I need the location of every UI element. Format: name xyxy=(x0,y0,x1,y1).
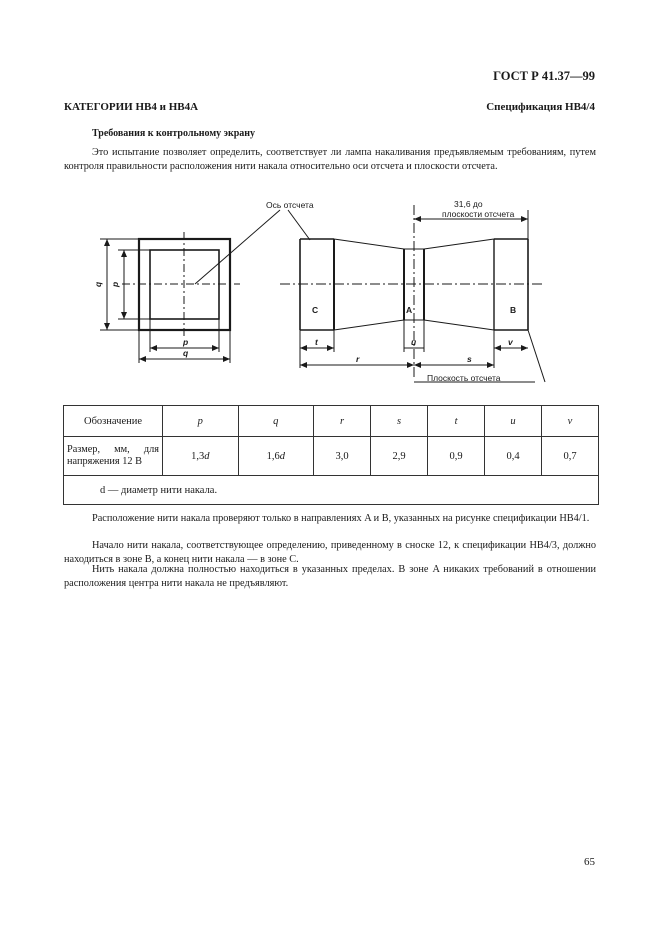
reference-plane-label: Плоскость отсчета xyxy=(427,373,501,383)
reference-axis-label: Ось отсчета xyxy=(266,200,314,210)
dim-p-side: p xyxy=(110,281,120,287)
intro-paragraph: Это испытание позволяет определить, соответствует ли лампа накаливания предъявляемым требованиям, путем контроля правильности расположения нити накала относительно оси отсчета и плоскости отсчета. xyxy=(64,147,596,172)
section-title: Требования к контрольному экрану xyxy=(92,128,256,139)
designation-header: Обозначение xyxy=(64,406,163,437)
value-r: 3,0 xyxy=(314,437,371,476)
table-header-row xyxy=(64,406,599,437)
dim-v-label: v xyxy=(508,337,513,347)
col-p: p xyxy=(163,406,239,437)
zone-b-label: B xyxy=(510,305,517,315)
dim-u-label: u xyxy=(411,337,417,347)
paragraph-filament-limits: Нить накала должна полностью находиться в указанных пределах. В зоне A никаких требований в отношении расположения центра нити накала не предъявляют. xyxy=(64,564,596,589)
specification-title: Спецификация НВ4/4 xyxy=(486,101,595,113)
table-note: d — диаметр нити накала. xyxy=(64,476,599,505)
paragraph-directions: Расположение нити накала проверяют только в направлениях A и B, указанных на рисунке спецификации НВ4/1. xyxy=(92,513,590,524)
size-row-label: Размер, мм, для напряжения 12 В xyxy=(64,437,163,476)
value-v: 0,7 xyxy=(542,437,599,476)
table-row xyxy=(64,437,599,476)
value-s: 2,9 xyxy=(371,437,428,476)
col-s: s xyxy=(371,406,428,437)
control-screen-diagram xyxy=(0,0,661,400)
value-u: 0,4 xyxy=(485,437,542,476)
zone-a-label: A xyxy=(406,305,413,315)
dim-q-bottom: q xyxy=(183,348,189,358)
zone-c-label: C xyxy=(312,305,319,315)
table-note-row xyxy=(64,476,599,505)
category-title: КАТЕГОРИИ НВ4 и НВ4А xyxy=(64,101,199,113)
dim-s-label: s xyxy=(467,354,472,364)
dimensions-table xyxy=(63,405,599,505)
col-r: r xyxy=(314,406,371,437)
dim-q-side: q xyxy=(93,281,103,287)
paragraph-filament-start: Начало нити накала, соответствующее определению, приведенному в сноске 12, к спецификации НВ4/3, должно находиться в зоне B, а конец нити накала — в зоне C. xyxy=(64,540,596,565)
col-u: u xyxy=(485,406,542,437)
col-v: v xyxy=(542,406,599,437)
col-t: t xyxy=(428,406,485,437)
standard-number: ГОСТ Р 41.37—99 xyxy=(493,69,595,83)
dim-t-label: t xyxy=(315,337,318,347)
value-t: 0,9 xyxy=(428,437,485,476)
dim-r-label: r xyxy=(356,354,360,364)
page-number: 65 xyxy=(584,856,595,868)
value-q: 1,6d xyxy=(238,437,314,476)
value-p: 1,3d xyxy=(163,437,239,476)
distance-label-line1: 31,6 до xyxy=(454,199,483,209)
dim-p-bottom: p xyxy=(183,337,189,347)
distance-label-line2: плоскости отсчета xyxy=(442,209,515,219)
col-q: q xyxy=(238,406,314,437)
